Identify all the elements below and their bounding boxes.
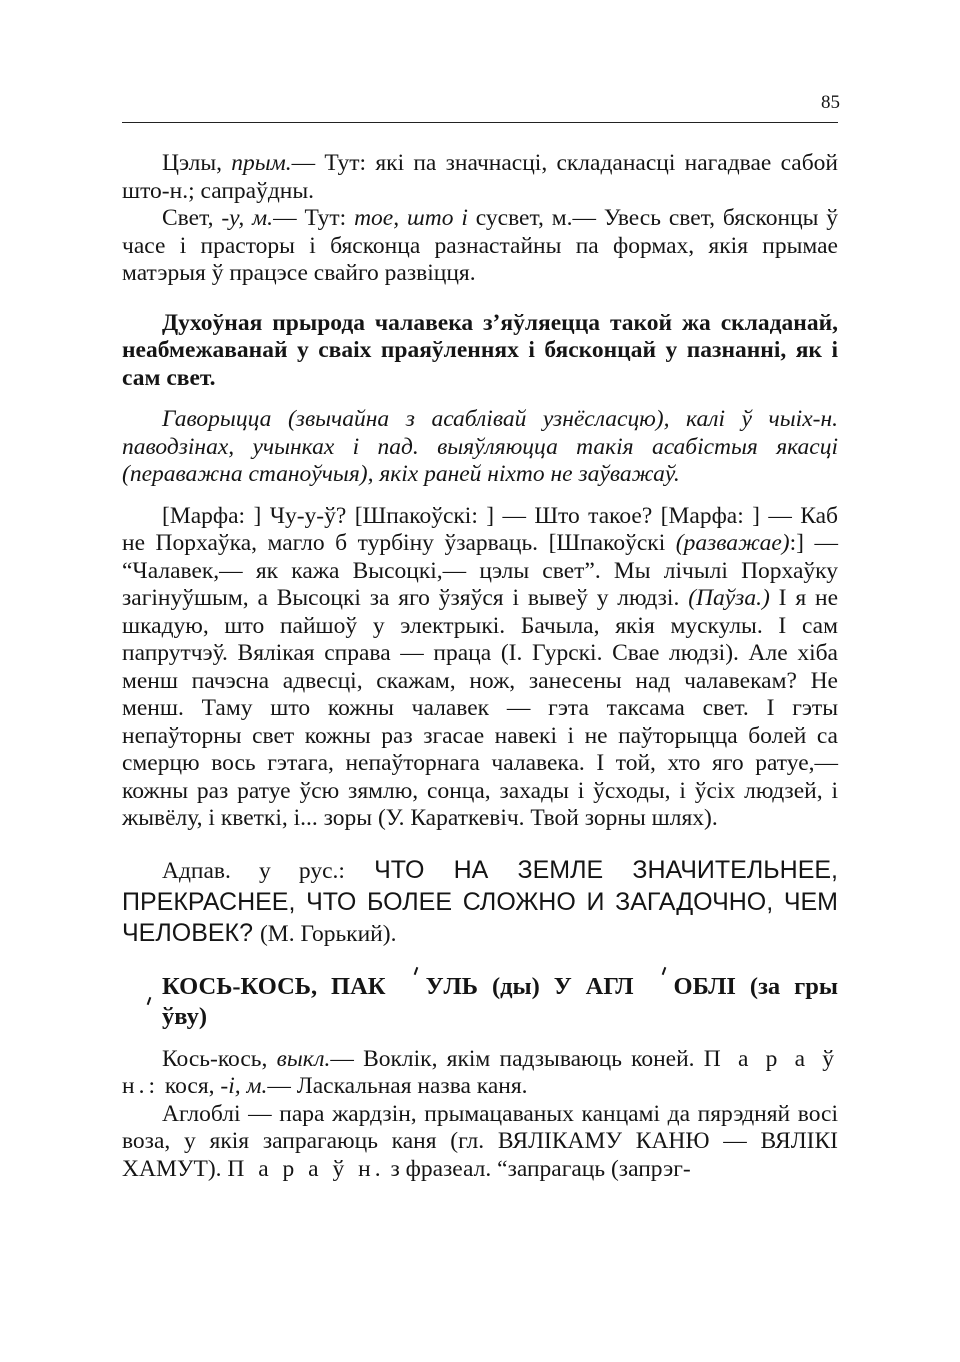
heading-stress-1: У [386, 972, 444, 1002]
mid-svet: і [461, 205, 468, 231]
dialogue-italic-1: (разважае) [675, 530, 790, 556]
def-svet: — Увесь свет, бясконцы ў часе і прасторы і бясконца разнастайны па формах, якія прымае матэрыя ў працэсе свайго развіцця. [122, 205, 839, 286]
pos-tsely: прым. [231, 150, 292, 176]
var-def-kos: — Ласкальная назва каня. [267, 1073, 528, 1099]
term-kos: Кось-кось, [162, 1045, 268, 1072]
heading-stress-2: О [634, 972, 693, 1002]
header-rule [122, 122, 838, 123]
syn-svet: тое, што [354, 205, 454, 231]
heading-stress-3: ў [122, 1002, 174, 1032]
russian-quote: ЧТО НА ЗЕМЛЕ ЗНАЧИТЕЛЬНЕЕ, ПРЕКРАСНЕЕ, ЧТО БОЛЕЕ СЛОЖНО И ЗАГАДОЧНО, ЧЕМ ЧЕЛОВЕК? [122, 855, 839, 947]
ending-svet: -у, м. [221, 205, 274, 231]
lead-svet: — Тут: [273, 205, 347, 231]
dialogue-italic-2: (Паўза.) [688, 585, 770, 611]
page-content [122, 150, 838, 1183]
section-heading [122, 972, 838, 1032]
entry-agloblі [122, 1101, 838, 1184]
text-agloblі: Аглоблі — пара жардзін, прымацаваных канцамі да пярэдняй восі воза, у якія запрагаюць каня (гл. ВЯЛІКАМУ КАНЮ — ВЯЛІКІ ХАМУТ). [122, 1100, 838, 1182]
term-tsely: Цэлы, [162, 150, 223, 176]
pos-kos: выкл. [276, 1045, 331, 1072]
russian-prefix: Адпав. у рус.: [162, 857, 345, 884]
italic-paragraph: Гаворыцца (звычайна з асаблівай узнёсласцю), калі ў чыіх-н. паводзінах, учынках і пад. выяўляюцца такія асабістыя якасці (пераважна станоўчыя), якіх раней ніхто не заўважаў. [122, 406, 838, 487]
heading-part-4: ву) [174, 1002, 208, 1030]
heading-part-2: ЛЬ (ды) У АГЛ [443, 972, 634, 1000]
term-svet: Свет, [162, 205, 214, 231]
heading-part-3: БЛІ (за гры [692, 972, 838, 1000]
entry-svet [122, 205, 838, 288]
russian-source: (М. Горький). [259, 920, 397, 947]
dialogue-part-2: :] — “Чалавек,— як кажа Высоцкі,— цэлы свет”. Мы лічылі Порхаўку загінуўшым, а Высоцкі за яго ўзяўся і вывеў у людзі. [122, 530, 839, 611]
dialogue-paragraph [122, 503, 838, 833]
def-tsely: — Тут: які па значнасці, складанасці нагадвае сабой што-н.; сапраўдны. [122, 150, 839, 204]
russian-equivalent [122, 855, 838, 950]
var-label-agloblі: П а р а ў н. [227, 1155, 385, 1182]
page-number: 85 [821, 92, 840, 113]
dialogue-part-3: І я не шкадую, што пайшоў у электрыкі. Бачыла, якія мускулы. І сам папрутчэў. Вялікая справа — праца (І. Гурскі. Свае людзі). Але хіба менш пачэсна адвесці, скажам, нож, занесены над чалавекам? Не менш. Таму што кожны чалавек — гэта таксама свет. І гэты непаўторны свет кожны раз згасае навекі і не паўторыцца болей са смерцю вось гэтага, непаўторнага чалавека. І той, хто яго ратуе,— кожны раз ратуе ўсю зямлю, сонца, захады і ўсходы, і ўсіх людзей, і жывёлу, і кветкі, і... зоры (У. Караткевіч. Твой зорны шлях). [122, 585, 838, 831]
var-label-kos: П а р а ў н.: [122, 1045, 839, 1099]
bold-paragraph: Духоўная прырода чалавека з’яўляецца такой жа складанай, неабмежаванай у сваіх праяўленнях і бясконцай у пазнанні, як і сам свет. [122, 309, 838, 391]
tail-agloblі: з фразеал. “запрагаць (запрэг- [390, 1155, 691, 1182]
heading-part-1: КОСЬ-КОСЬ, ПАК [162, 972, 386, 1000]
sus-svet: сусвет, м. [475, 205, 573, 231]
entry-tsely [122, 150, 838, 205]
def-kos: — Воклік, якім падзываюць коней. [330, 1045, 695, 1072]
dialogue-part-1: [Марфа: ] Чу-у-ў? [Шпакоўскі: ] — Што такое? [Марфа: ] — Каб не Порхаўка, магло б турбіну ўзарваць. [Шпакоўскі [122, 502, 838, 556]
entry-kos [122, 1046, 838, 1101]
var-kos: кося, [164, 1073, 215, 1099]
var-pos-kos: -і, м. [220, 1073, 268, 1099]
